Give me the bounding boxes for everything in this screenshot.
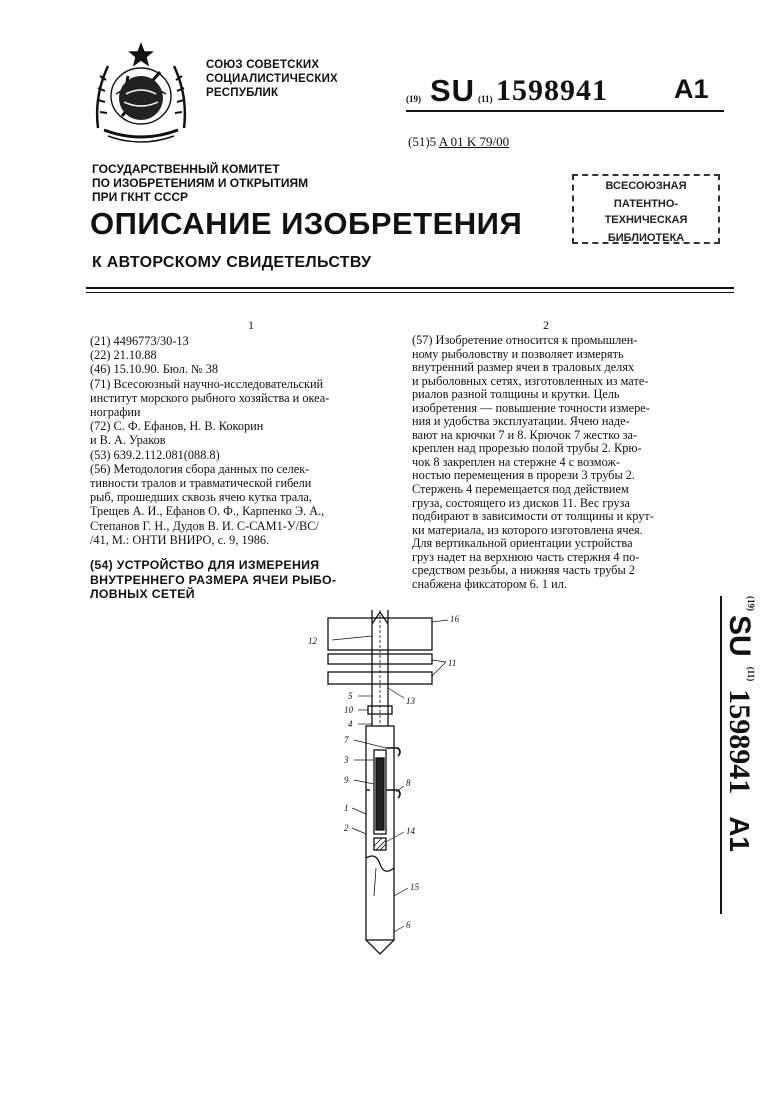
label-10: 10 <box>344 705 353 715</box>
abstract-line: (57) Изобретение относится к промышлен- <box>412 333 638 347</box>
biblio-line: /41, М.: ОНТИ ВНИРО, с. 9, 1986. <box>90 532 270 547</box>
biblio-line: нографии <box>90 405 141 420</box>
stamp-line: БИБЛИОТЕКА <box>607 232 685 244</box>
document-title: ОПИСАНИЕ ИЗОБРЕТЕНИЯ <box>90 206 523 241</box>
side-text <box>722 596 756 852</box>
committee-line: ПО ИЗОБРЕТЕНИЯМ И ОТКРЫТИЯМ <box>92 176 309 190</box>
biblio-line: (21) 4496773/30-13 <box>90 334 189 348</box>
union-line: РЕСПУБЛИК <box>206 87 279 99</box>
label-15: 15 <box>410 882 419 892</box>
committee-line: ПРИ ГКНТ СССР <box>92 190 189 204</box>
abstract-line: Для вертикальной ориентации устройства <box>412 536 633 551</box>
abstract-line: ному рыболовству и позволяет измерять <box>412 346 624 361</box>
hook-8 <box>386 790 400 798</box>
stamp-line: ВСЕСОЮЗНАЯ <box>605 180 687 192</box>
label-14: 14 <box>406 826 415 836</box>
label-16: 16 <box>450 614 459 624</box>
committee-name <box>92 162 308 204</box>
abstract-line: вают на крючки 7 и 8. Крючок 7 жестко за- <box>412 427 638 442</box>
code-11: (11) <box>478 94 493 104</box>
biblio-line: Степанов Г. Н., Дудов В. И. С-САМ1-У/ВС/ <box>90 518 319 533</box>
biblio-line: рыб, прошедших сквозь ячею кутка трала, <box>90 490 312 505</box>
label-4: 4 <box>348 719 353 729</box>
biblio-line: институт морского рыбного хозяйства и океа- <box>90 390 330 405</box>
side-patent-number: 1598941 <box>723 689 756 795</box>
abstract-line: и рыболовных сетях, изготовленных из мате- <box>412 373 649 388</box>
biblio-line: (71) Всесоюзный научно-исследовательский <box>90 376 324 391</box>
document-subtitle: К АВТОРСКОМУ СВИДЕТЕЛЬСТВУ <box>92 254 372 271</box>
label-11: 11 <box>448 658 457 668</box>
abstract-line: груз надет на верхнюю часть стержня 4 по- <box>412 549 640 564</box>
device-drawing <box>300 606 470 962</box>
label-12: 12 <box>308 636 317 646</box>
biblio-line: Трещев А. И., Ефанов О. Ф., Карпенко Э. А., <box>90 504 325 519</box>
biblio-line: и В. А. Ураков <box>90 433 166 448</box>
abstract-line: груза, состоящего из дисков 11. Вес груза <box>412 495 630 510</box>
biblio-line: (53) 639.2.112.081(088.8) <box>90 447 220 462</box>
hook-7 <box>386 748 400 756</box>
abstract-line: креплен над прорезью полой трубы 2. Крю- <box>412 441 642 456</box>
biblio-line: (56) Методология сбора данных по селек- <box>90 461 310 476</box>
column-number: 2 <box>543 318 549 332</box>
side-patent-label <box>716 596 756 926</box>
abstract-line: Стержень 4 перемещается под действием <box>412 482 629 497</box>
union-line: СОЦИАЛИСТИЧЕСКИХ <box>206 73 338 85</box>
abstract-line: ки материала, из которого изготовлена ячея. <box>412 522 643 537</box>
label-3: 3 <box>344 755 349 765</box>
column-number: 1 <box>248 318 254 332</box>
country-code: SU <box>430 73 476 108</box>
label-13: 13 <box>406 696 415 706</box>
biblio-line: (72) С. Ф. Ефанов, Н. В. Кокорин <box>90 419 264 434</box>
patent-number: 1598941 <box>496 74 608 107</box>
side-country: SU <box>723 615 756 657</box>
side-code-19: (19) <box>746 596 756 611</box>
biblio-line: (46) 15.10.90. Бюл. № 38 <box>90 362 219 377</box>
label-5: 5 <box>348 691 353 701</box>
invention-title-line: ЛОВНЫХ СЕТЕЙ <box>90 587 195 601</box>
library-stamp <box>572 174 720 244</box>
patent-kind: A1 <box>674 74 709 104</box>
invention-title-line: ВНУТРЕННЕГО РАЗМЕРА ЯЧЕИ РЫБО- <box>90 572 337 587</box>
abstract-line: чок 8 закреплен на стержне 4 с возмож- <box>412 454 621 469</box>
abstract <box>412 334 698 591</box>
divider <box>86 292 734 293</box>
label-7: 7 <box>344 735 349 745</box>
ussr-emblem-icon <box>86 36 196 146</box>
ipc-classification <box>408 134 509 150</box>
divider <box>86 287 734 289</box>
label-2: 2 <box>344 823 349 833</box>
bibliographic-data <box>90 334 380 547</box>
abstract-line: средством резьбы, а нижняя часть трубы 2 <box>412 563 635 578</box>
abstract-line: изобретения — повышение точности измере- <box>412 400 650 415</box>
committee-line: ГОСУДАРСТВЕННЫЙ КОМИТЕТ <box>92 162 280 176</box>
invention-title-line: (54) УСТРОЙСТВО ДЛЯ ИЗМЕРЕНИЯ <box>90 558 320 572</box>
ipc-prefix: (51)5 <box>408 134 437 149</box>
abstract-line: подбирают в зависимости от толщины и крут- <box>412 509 654 524</box>
ipc-code: A 01 K 79/00 <box>438 134 510 149</box>
label-6: 6 <box>406 920 411 930</box>
patent-id-block <box>406 73 724 112</box>
biblio-line: (22) 21.10.88 <box>90 348 157 363</box>
label-9: 9 <box>344 775 349 785</box>
side-code-11: (11) <box>746 666 756 682</box>
label-1: 1 <box>344 803 349 813</box>
abstract-line: снабжена фиксатором 6. 1 ил. <box>412 576 567 591</box>
stamp-line: ПАТЕНТНО-ТЕХНИЧЕСКАЯ <box>604 198 688 226</box>
abstract-line: ния и удобства эксплуатации. Ячею наде- <box>412 414 630 429</box>
scale <box>376 758 384 830</box>
biblio-line: тивности тралов и травматической гибели <box>90 476 312 491</box>
code-19: (19) <box>406 94 421 104</box>
abstract-line: риалов разной толщины и крутки. Цель <box>412 387 620 402</box>
abstract-line: внутренний размер ячеи в траловых делях <box>412 360 635 375</box>
label-8: 8 <box>406 778 411 788</box>
invention-title <box>90 558 380 602</box>
union-line: СОЮЗ СОВЕТСКИХ <box>206 59 320 71</box>
abstract-line: ностью перемещения в прорези 3 трубы 2. <box>412 468 636 483</box>
side-kind: A1 <box>724 816 755 852</box>
union-name <box>206 58 338 100</box>
